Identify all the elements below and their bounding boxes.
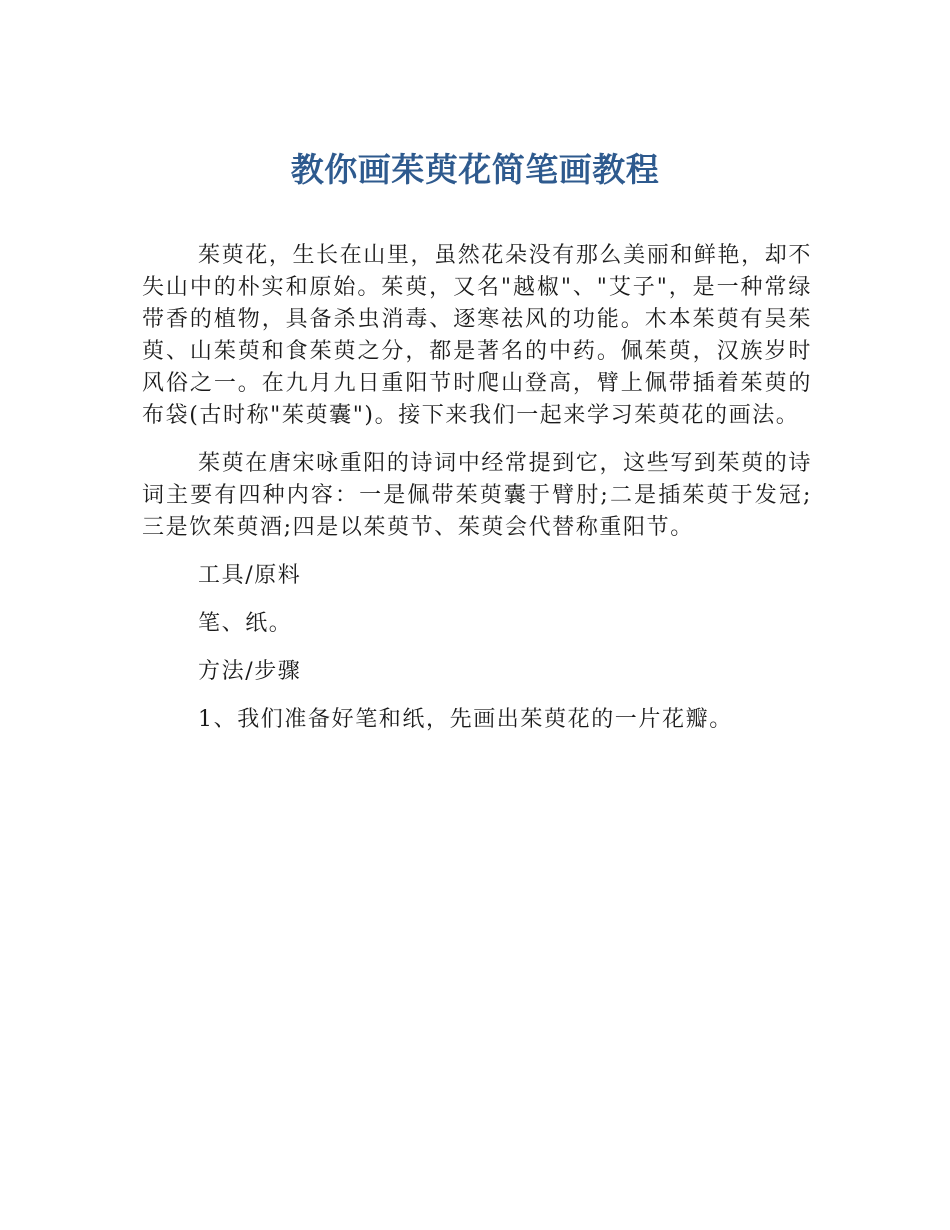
tools-list: 笔、纸。 bbox=[198, 611, 293, 636]
intro-paragraph: 茱萸花，生长在山里，虽然花朵没有那么美丽和鲜艳，却不失山中的朴实和原始。茱萸，又名"越椒"、"艾子"，是一种常绿带香的植物，具备杀虫消毒、逐寒祛风的功能。木本茱萸有吴茱萸、山茱萸和食茱萸之分，都是著名的中药。佩茱萸，汉族岁时风俗之一。在九月九日重阳节时爬山登高，臂上佩带插着茱萸的布袋(古时称"茱萸囊")。接下来我们一起来学习茱萸花的画法。 bbox=[142, 243, 812, 428]
step-1: 1、我们准备好笔和纸，先画出茱萸花的一片花瓣。 bbox=[198, 707, 733, 732]
tools-heading: 工具/原料 bbox=[198, 563, 302, 588]
steps-heading: 方法/步骤 bbox=[198, 659, 302, 684]
poetry-paragraph: 茱萸在唐宋咏重阳的诗词中经常提到它，这些写到茱萸的诗词主要有四种内容：一是佩带茱萸囊于臂肘;二是插茱萸于发冠;三是饮茱萸酒;四是以茱萸节、茱萸会代替称重阳节。 bbox=[142, 451, 812, 540]
document-body bbox=[142, 240, 812, 736]
document-title: 教你画茱萸花简笔画教程 bbox=[290, 150, 660, 189]
